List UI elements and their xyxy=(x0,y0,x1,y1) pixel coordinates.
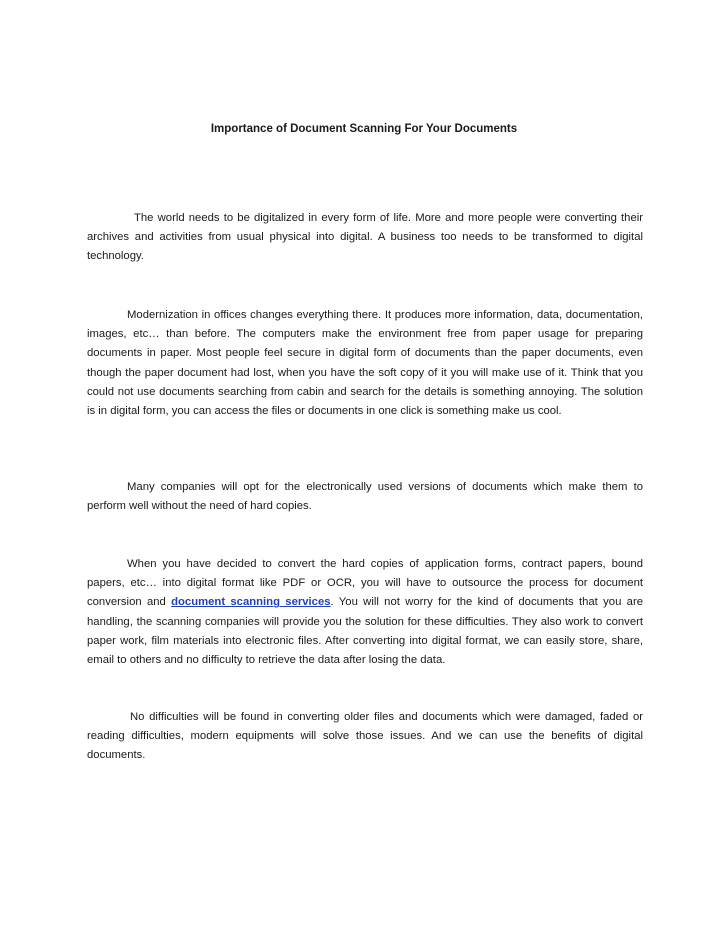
paragraph-4 xyxy=(87,555,643,670)
document-title: Importance of Document Scanning For Your Documents xyxy=(210,123,518,135)
paragraph-4-text-before-link: When you have decided to convert the hard copies of application forms, contract papers, bound papers, etc… into digital format like PDF or OCR, you will have to outsource the process for document conversion and xyxy=(87,558,643,609)
paragraph-5 xyxy=(87,708,643,766)
paragraph-1 xyxy=(87,209,643,267)
paragraph-2-text: Modernization in offices changes everything there. It produces more information, data, documentation, images, etc… than before. The computers make the environment free from paper usage for preparing documents in paper. Most people feel secure in digital form of documents than the paper documents, even though the paper document had lost, when you have the soft copy of it you will make use of it. Think that you could not use documents searching from cabin and search for the details is something annoying. The solution is in digital form, you can access the files or documents in one click is something make us cool. xyxy=(87,309,643,418)
paragraph-3 xyxy=(87,478,643,516)
paragraph-3-text: Many companies will opt for the electronically used versions of documents which make them to perform well without the need of hard copies. xyxy=(87,481,643,513)
paragraph-2 xyxy=(87,306,643,421)
document-scanning-services-link[interactable]: document scanning services xyxy=(171,596,331,609)
paragraph-1-text: The world needs to be digitalized in every form of life. More and more people were converting their archives and activities from usual physical into digital. A business too needs to be transformed to digital technology. xyxy=(87,212,643,263)
paragraph-5-text: No difficulties will be found in converting older files and documents which were damaged, faded or reading difficulties, modern equipments will solve those issues. And we can use the benefits of digital documents. xyxy=(87,711,643,762)
paragraph-4-text-after-link: . You will not worry for the kind of documents that you are handling, the scanning companies will provide you the solution for these difficulties. They also work to convert paper work, film materials into electronic files. After converting into digital format, we can easily store, share, email to others and no difficulty to retrieve the data after losing the data. xyxy=(87,596,643,667)
